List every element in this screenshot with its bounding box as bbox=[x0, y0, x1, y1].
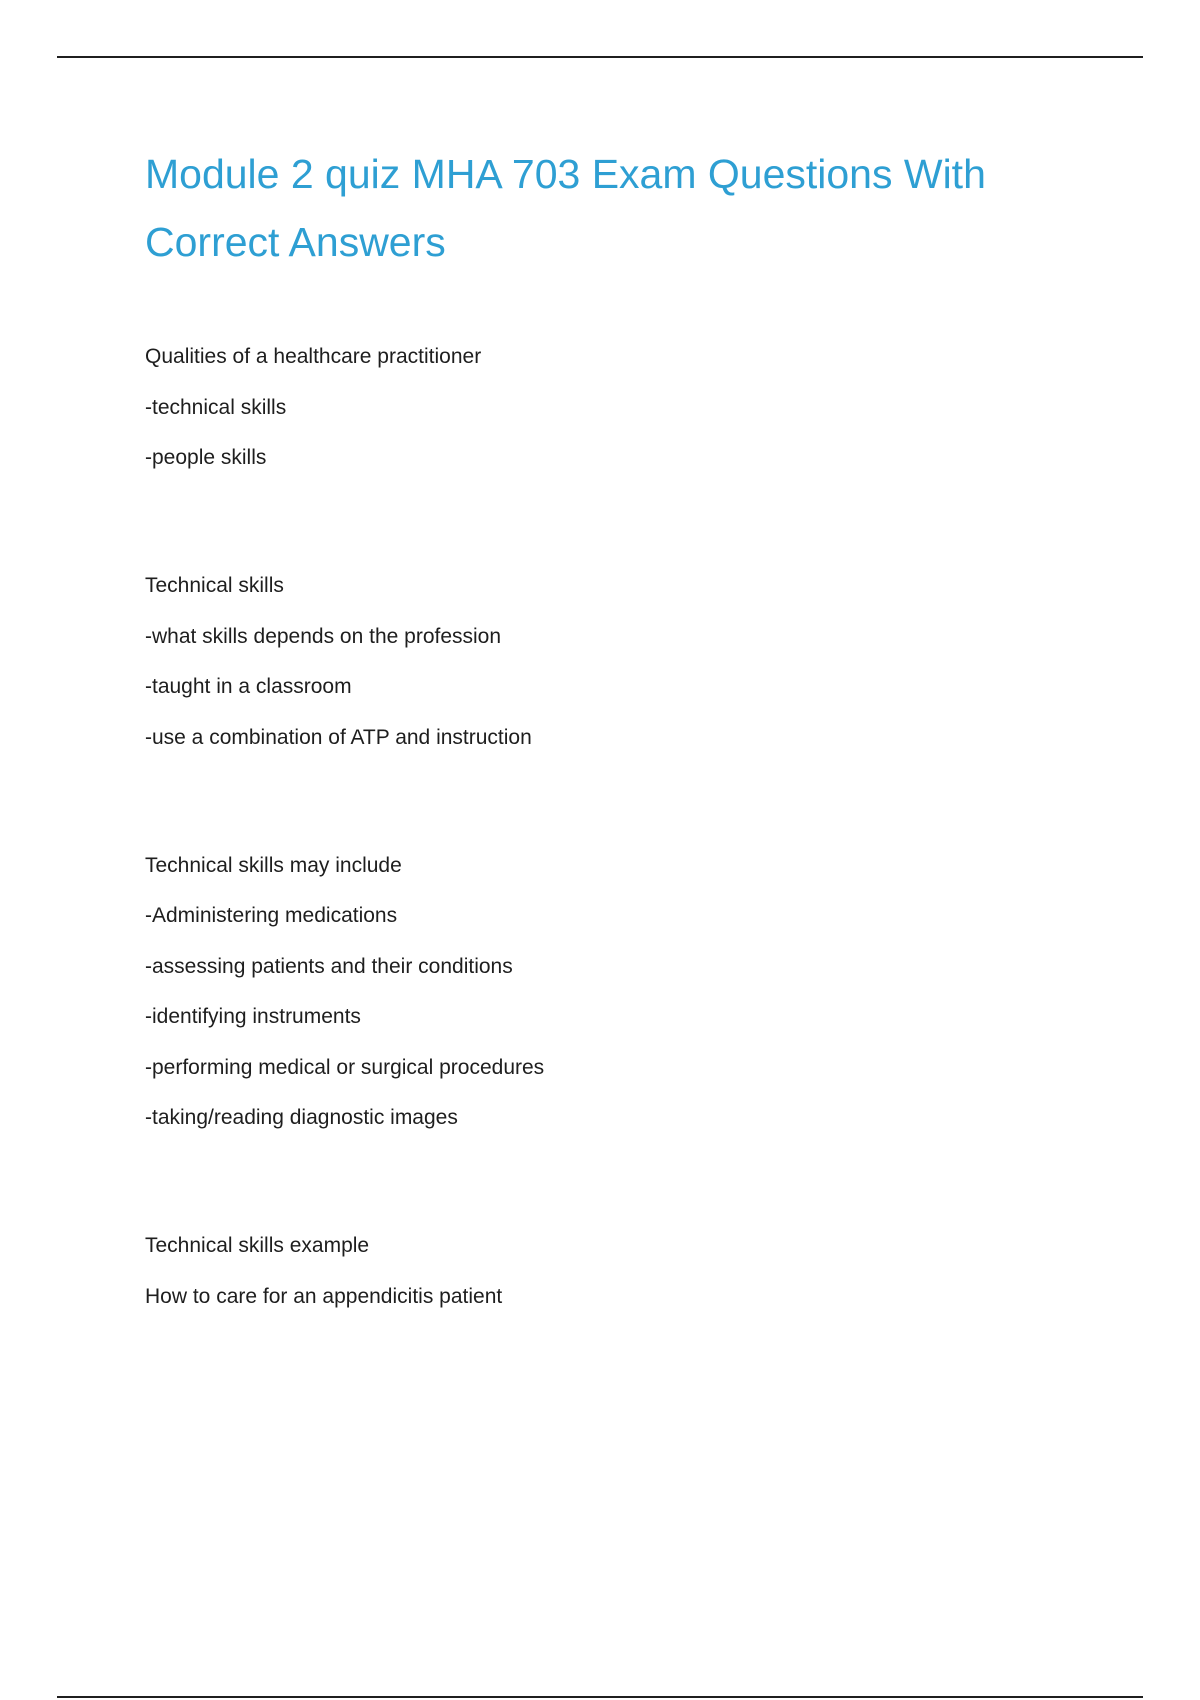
question-text: Technical skills bbox=[145, 574, 284, 597]
qa-list bbox=[145, 342, 1075, 1312]
answer-line: -taught in a classroom bbox=[145, 675, 352, 698]
answer-line: -Administering medications bbox=[145, 904, 398, 927]
qa-section bbox=[145, 851, 1075, 1134]
answer-line: How to care for an appendicitis patient bbox=[145, 1284, 503, 1308]
answer-line: -people skills bbox=[145, 446, 267, 469]
answer-line: -what skills depends on the profession bbox=[145, 624, 502, 648]
qa-section bbox=[145, 1231, 1075, 1312]
document-title: Module 2 quiz MHA 703 Exam Questions With Correct Answers bbox=[145, 151, 986, 265]
answer-line: -use a combination of ATP and instruction bbox=[145, 725, 532, 749]
qa-section bbox=[145, 571, 1075, 753]
bottom-rule bbox=[57, 1696, 1143, 1698]
answer-line: -identifying instruments bbox=[145, 1005, 361, 1028]
question-text: Technical skills example bbox=[145, 1234, 370, 1257]
qa-section bbox=[145, 342, 1075, 473]
question-text: Qualities of a healthcare practitioner bbox=[145, 345, 482, 368]
answer-line: -assessing patients and their conditions bbox=[145, 954, 513, 978]
page-content bbox=[145, 140, 1075, 1410]
answer-line: -taking/reading diagnostic images bbox=[145, 1106, 458, 1129]
answer-line: -technical skills bbox=[145, 395, 287, 419]
question-text: Technical skills may include bbox=[145, 853, 402, 877]
top-rule bbox=[57, 56, 1143, 58]
answer-line: -performing medical or surgical procedures bbox=[145, 1055, 545, 1079]
